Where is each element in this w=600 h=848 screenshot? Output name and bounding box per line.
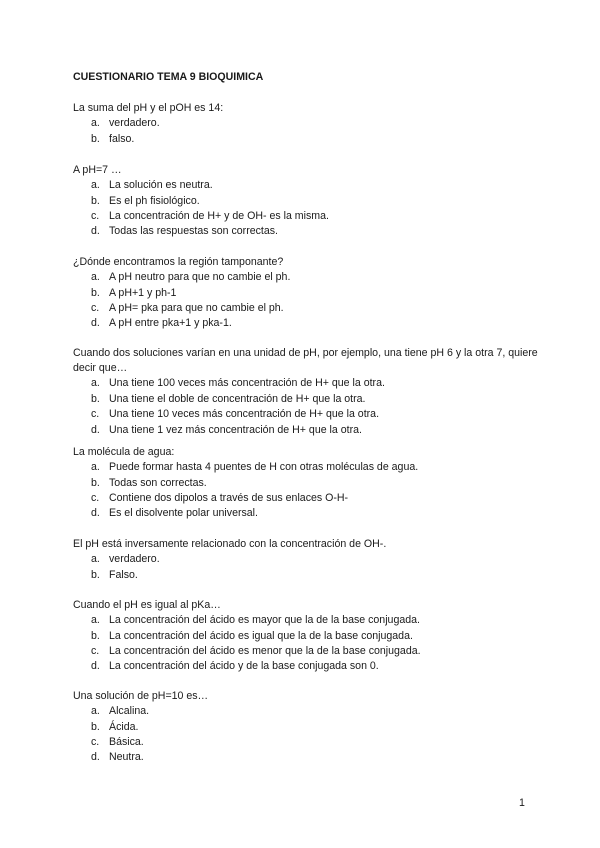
option-text: La concentración de H+ y de OH- es la misma. [109,209,329,222]
question-4 [73,346,543,438]
option-item [73,286,543,301]
option-text: Una tiene el doble de concentración de H+ que la otra. [109,392,366,405]
options-list [73,460,543,522]
option-text: Todas las respuestas son correctas. [109,225,278,238]
option-letter: d. [91,751,100,764]
option-letter: d. [91,225,100,238]
option-letter: c. [91,301,100,314]
question-5 [73,445,543,522]
option-item [73,613,543,628]
option-item [73,132,543,147]
option-item [73,629,543,644]
option-letter: b. [91,392,100,405]
question-text: Cuando dos soluciones varían en una unidad de pH, por ejemplo, una tiene pH 6 y la otra 7, quiere decir que… [73,347,538,375]
option-letter: a. [91,614,100,627]
option-text: A pH= pka para que no cambie el ph. [109,301,284,314]
option-text: Una tiene 1 vez más concentración de H+ que la otra. [109,423,362,436]
option-item [73,720,543,735]
question-text: ¿Dónde encontramos la región tamponante? [73,256,284,268]
option-text: Falso. [109,568,138,581]
option-letter: b. [91,629,100,642]
option-letter: a. [91,179,100,192]
options-list [73,704,543,766]
option-item [73,316,543,331]
option-letter: d. [91,423,100,436]
option-letter: a. [91,271,100,284]
option-letter: c. [91,735,100,748]
option-text: Alcalina. [109,705,150,718]
option-text: Ácida. [109,720,139,733]
question-text: La molécula de agua: [73,446,175,458]
option-letter: c. [91,408,100,421]
option-item [73,476,543,491]
question-3 [73,255,543,332]
option-letter: a. [91,377,100,390]
option-letter: a. [91,461,100,474]
option-letter: d. [91,660,100,673]
option-letter: b. [91,720,100,733]
question-8 [73,689,543,766]
option-text: A pH neutro para que no cambie el ph. [109,271,291,284]
option-text: Puede formar hasta 4 puentes de H con otras moléculas de agua. [109,461,419,474]
option-item [73,270,543,285]
option-text: A pH entre pka+1 y pka-1. [109,317,232,330]
option-text: Básica. [109,735,144,748]
option-item [73,552,543,567]
option-letter: c. [91,491,100,504]
option-text: falso. [109,132,135,145]
option-item [73,376,543,391]
option-item [73,568,543,583]
question-text: El pH está inversamente relacionado con la concentración de OH-. [73,538,387,550]
option-text: Una tiene 10 veces más concentración de H+ que la otra. [109,408,380,421]
question-text: Una solución de pH=10 es… [73,690,209,702]
option-letter: c. [91,209,100,222]
option-letter: b. [91,568,100,581]
option-letter: b. [91,132,100,145]
option-letter: c. [91,644,100,657]
question-1 [73,101,543,147]
options-list [73,376,543,438]
question-7 [73,598,543,675]
option-text: Es el ph fisiológico. [109,194,200,207]
option-item [73,491,543,506]
options-list [73,178,543,240]
option-letter: a. [91,705,100,718]
option-item [73,423,543,438]
option-text: Una tiene 100 veces más concentración de H+ que la otra. [109,377,385,390]
question-text: Cuando el pH es igual al pKa… [73,599,221,611]
question-text: A pH=7 … [73,164,122,176]
question-2 [73,163,543,240]
option-text: verdadero. [109,553,160,566]
option-letter: d. [91,507,100,520]
options-list [73,116,543,147]
option-letter: d. [91,317,100,330]
option-item [73,209,543,224]
option-item [73,407,543,422]
options-list [73,270,543,332]
option-letter: b. [91,476,100,489]
option-item [73,194,543,209]
option-text: La concentración del ácido es menor que la de la base conjugada. [109,644,421,657]
option-text: La solución es neutra. [109,179,213,192]
option-letter: b. [91,194,100,207]
option-text: Todas son correctas. [109,476,207,489]
option-letter: a. [91,117,100,130]
option-text: Es el disolvente polar universal. [109,507,258,520]
option-item [73,460,543,475]
question-6 [73,537,543,583]
options-list [73,613,543,675]
option-item [73,116,543,131]
options-list [73,552,543,583]
option-letter: b. [91,286,100,299]
option-item [73,506,543,521]
option-text: Contiene dos dipolos a través de sus enlaces O-H- [109,491,349,504]
option-item [73,392,543,407]
option-text: La concentración del ácido y de la base conjugada son 0. [109,660,379,673]
option-text: La concentración del ácido es mayor que la de la base conjugada. [109,614,420,627]
option-text: Neutra. [109,751,144,764]
question-text: La suma del pH y el pOH es 14: [73,102,224,114]
option-item [73,659,543,674]
option-item [73,301,543,316]
option-text: verdadero. [109,117,160,130]
option-text: La concentración del ácido es igual que la de la base conjugada. [109,629,413,642]
option-item [73,750,543,765]
option-item [73,224,543,239]
option-item [73,704,543,719]
option-item [73,178,543,193]
option-text: A pH+1 y ph-1 [109,286,177,299]
document-title: CUESTIONARIO TEMA 9 BIOQUIMICA [73,71,264,83]
option-letter: a. [91,553,100,566]
page-number: 1 [519,797,525,809]
option-item [73,644,543,659]
option-item [73,735,543,750]
